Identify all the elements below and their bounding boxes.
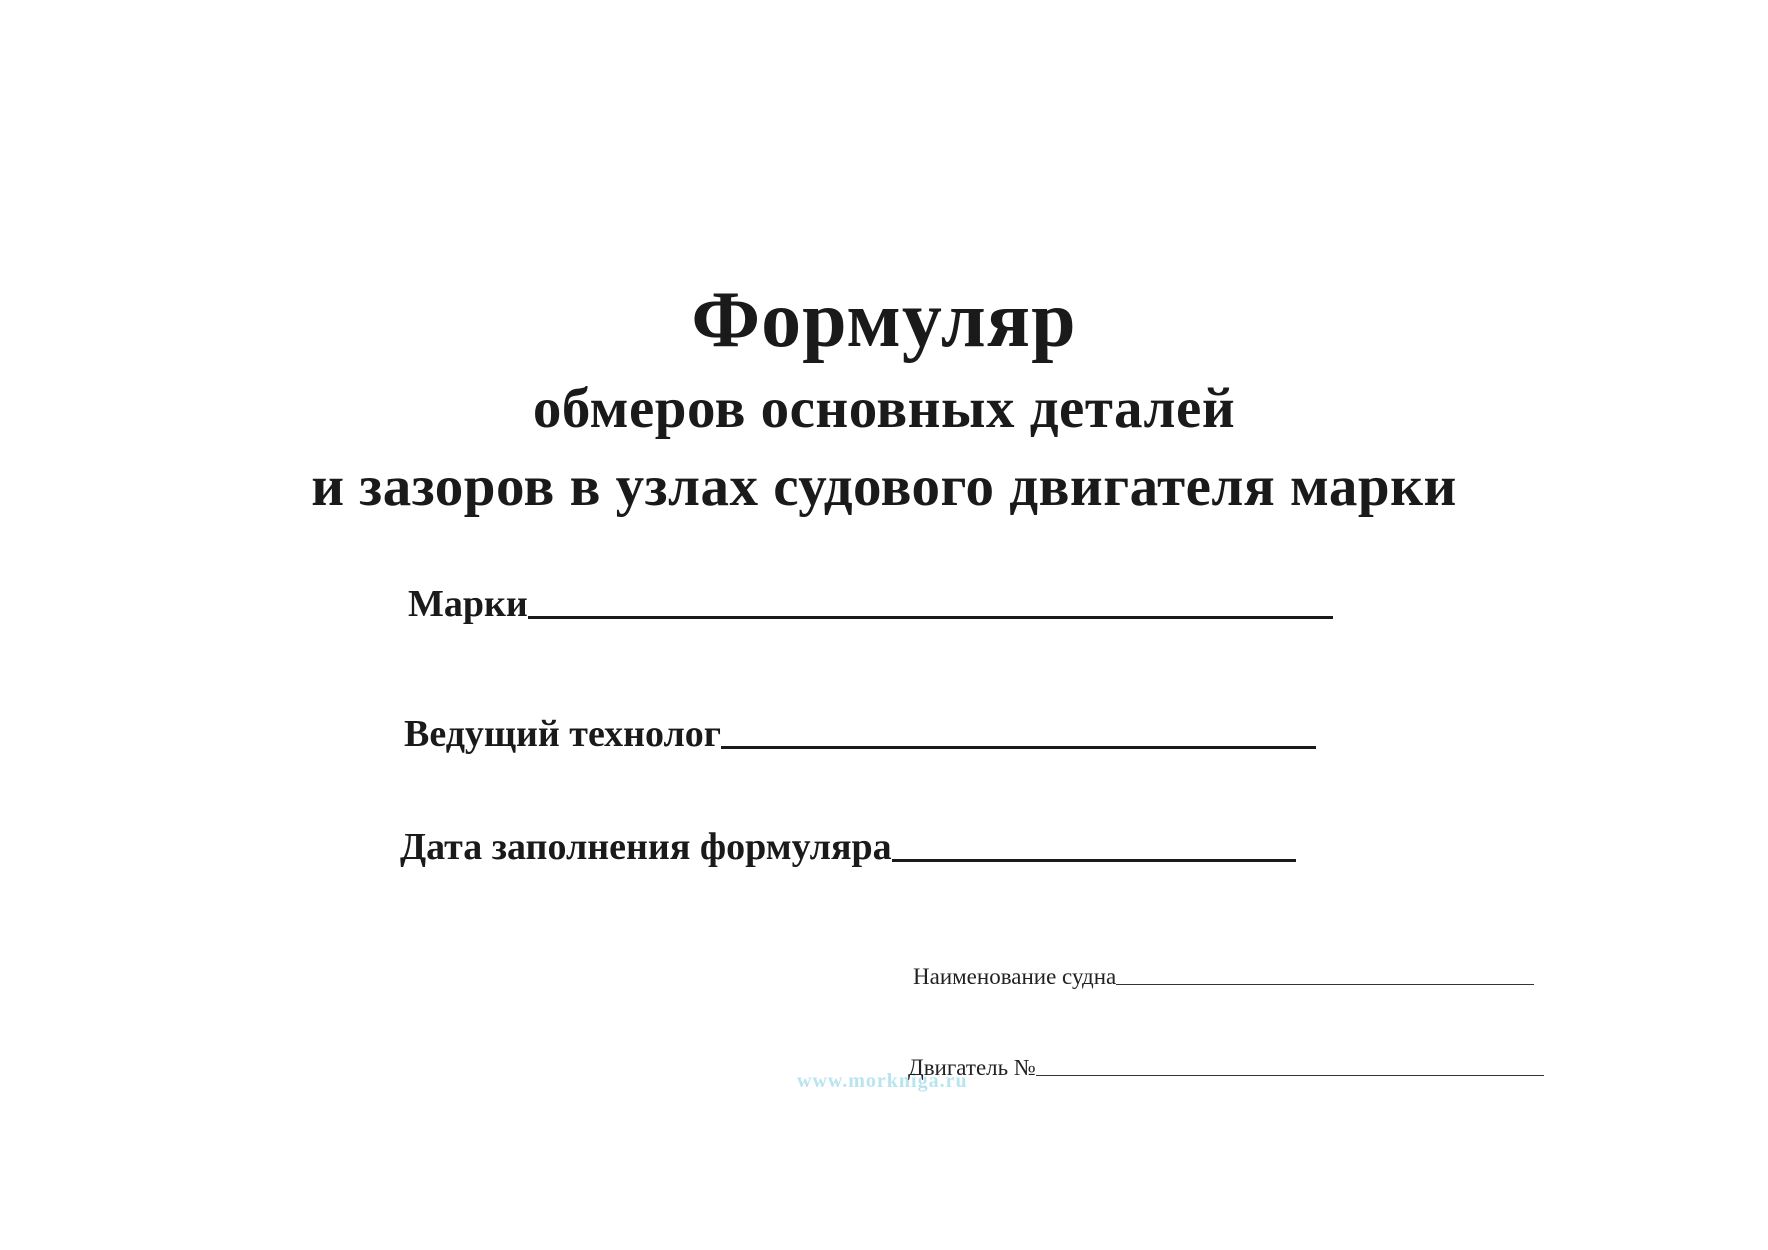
lead-technologist-field: [404, 715, 1316, 753]
engine-number-field: [908, 1056, 1544, 1079]
marki-fill-line: [528, 616, 1333, 619]
marki-label: Марки: [408, 583, 528, 625]
fill-date-field: [400, 828, 1296, 866]
vessel-name-field: [913, 965, 1534, 988]
lead-technologist-label: Ведущий технолог: [404, 713, 722, 755]
engine-number-fill-line: [1036, 1075, 1544, 1076]
watermark: www.morkniga.ru: [797, 1070, 968, 1092]
vessel-name-label: Наименование судна: [913, 964, 1117, 989]
document-subtitle-line1: обмеров основных деталей: [532, 377, 1236, 440]
marki-field: [408, 585, 1333, 623]
fill-date-fill-line: [892, 859, 1296, 862]
document-title: Формуляр: [691, 276, 1077, 364]
lead-technologist-fill-line: [721, 746, 1316, 749]
engine-number-label: Двигатель №: [908, 1055, 1036, 1080]
vessel-name-fill-line: [1116, 984, 1534, 985]
document-subtitle-line2: и зазоров в узлах судового двигателя марки: [311, 455, 1457, 518]
fill-date-label: Дата заполнения формуляра: [400, 826, 892, 868]
